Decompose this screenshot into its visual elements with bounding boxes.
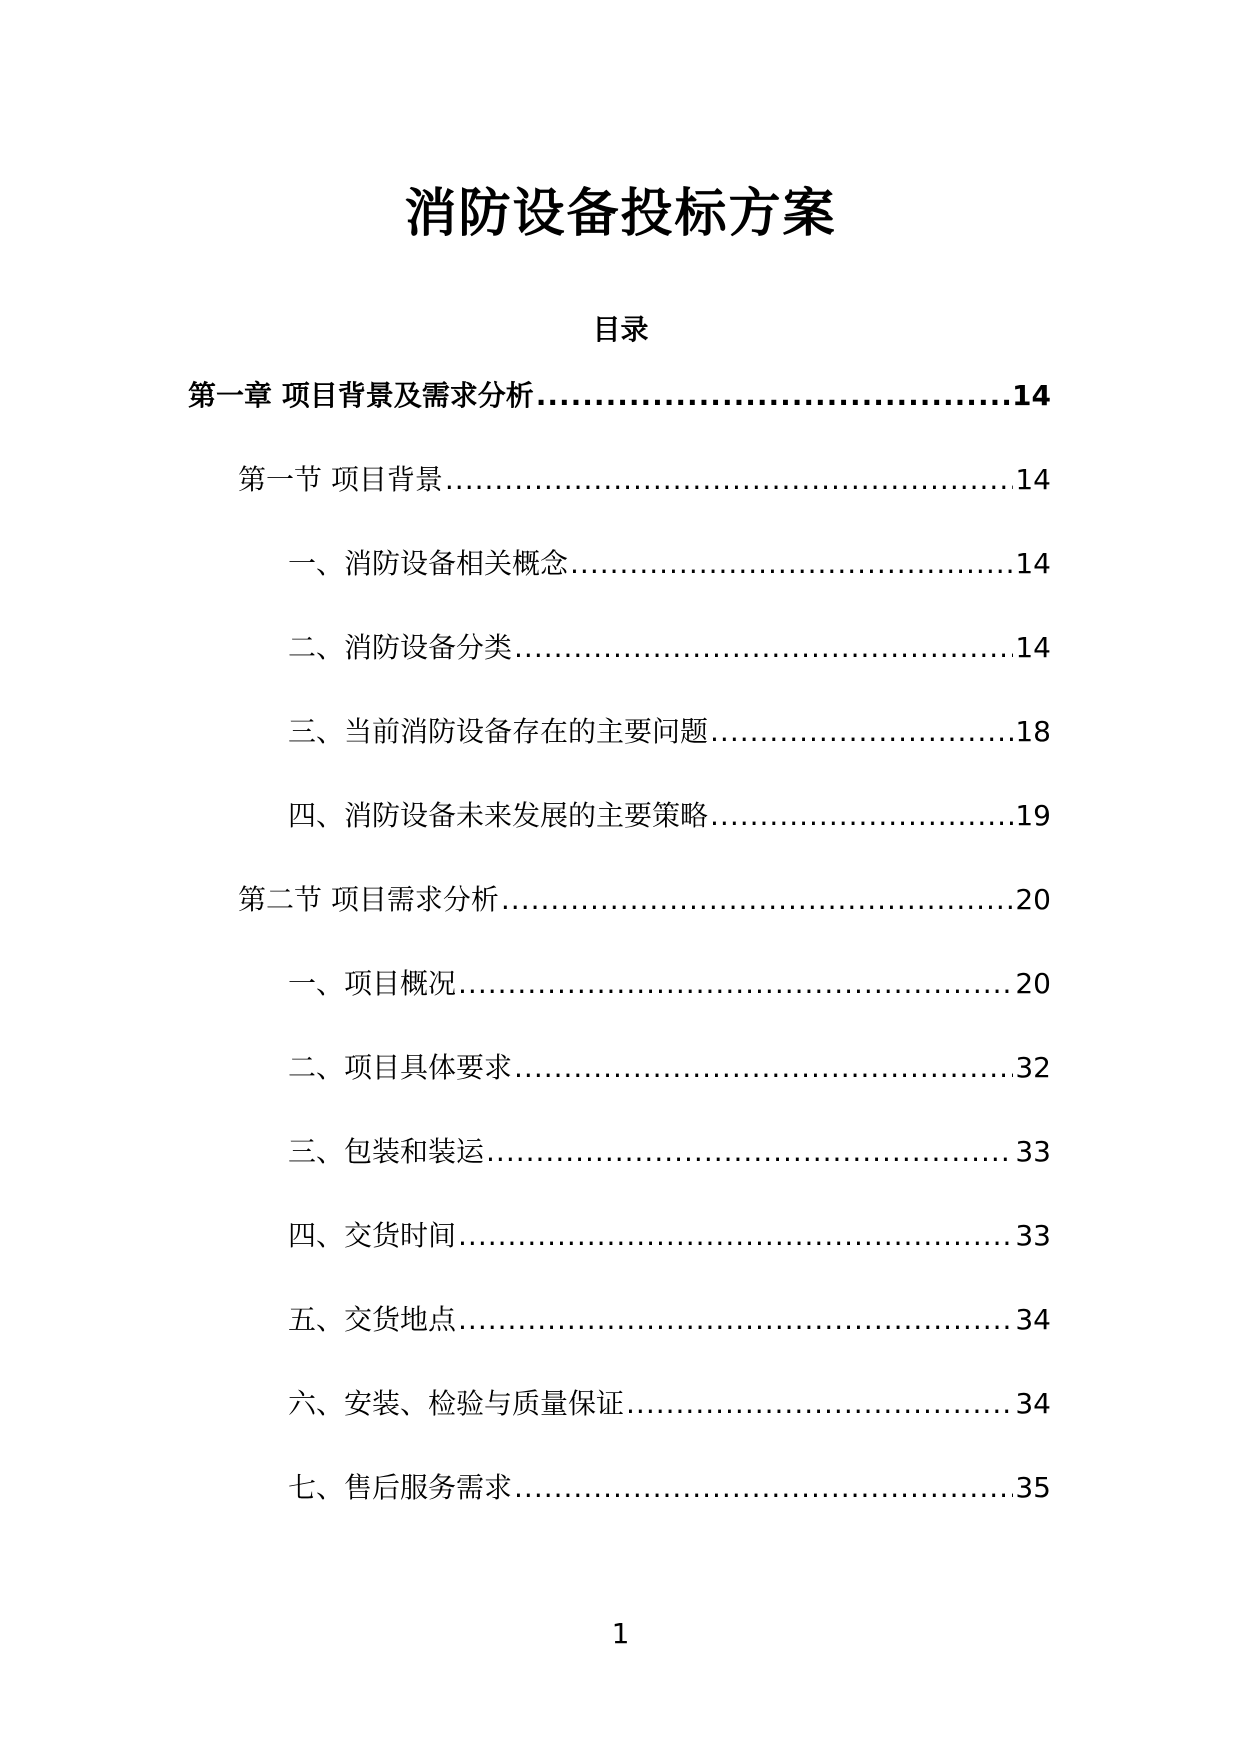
- toc-entry-label: 二、消防设备分类: [288, 631, 513, 664]
- toc-entry-page: 32: [1015, 1051, 1051, 1084]
- toc-entry-page: 14: [1012, 379, 1051, 412]
- toc-entry-page: 33: [1015, 1135, 1051, 1168]
- toc-entry-item[interactable]: [288, 626, 1051, 670]
- toc-entry-label: 三、当前消防设备存在的主要问题: [288, 715, 709, 748]
- toc-entry-label: 一、消防设备相关概念: [288, 547, 569, 580]
- toc-entry-page: 14: [1015, 463, 1051, 496]
- toc-dot-leader: [626, 1382, 1013, 1426]
- toc-entry-item[interactable]: [288, 962, 1051, 1006]
- toc-dot-leader: [514, 626, 1013, 670]
- toc-entry-section-1[interactable]: [238, 458, 1051, 502]
- toc-dot-leader: [710, 710, 1013, 754]
- toc-entry-label: 四、消防设备未来发展的主要策略: [288, 799, 709, 832]
- toc-dot-leader: [486, 1130, 1013, 1174]
- toc-entry-item[interactable]: [288, 794, 1051, 838]
- toc-entry-page: 14: [1015, 631, 1051, 664]
- toc-entry-item[interactable]: [288, 710, 1051, 754]
- toc-entry-item[interactable]: [288, 1046, 1051, 1090]
- toc-entry-chapter-1[interactable]: [188, 374, 1051, 418]
- toc-entry-page: 18: [1015, 715, 1051, 748]
- toc-entry-page: 19: [1015, 799, 1051, 832]
- toc-dot-leader: [514, 1466, 1013, 1510]
- toc-entry-label: 第二节 项目需求分析: [238, 883, 499, 916]
- toc-entry-label: 第一章 项目背景及需求分析: [188, 379, 534, 412]
- toc-entry-page: 33: [1015, 1219, 1051, 1252]
- page-number: 1: [611, 1617, 630, 1650]
- toc-dot-leader: [458, 1298, 1013, 1342]
- toc-dot-leader: [514, 1046, 1013, 1090]
- toc-entry-item[interactable]: [288, 1130, 1051, 1174]
- toc-entry-label: 三、包装和装运: [288, 1135, 485, 1168]
- toc-entry-page: 20: [1015, 883, 1051, 916]
- toc-entry-item[interactable]: [288, 1382, 1051, 1426]
- toc-entry-item[interactable]: [288, 1214, 1051, 1258]
- toc-entry-label: 五、交货地点: [288, 1303, 457, 1336]
- toc-entry-label: 一、项目概况: [288, 967, 457, 1000]
- toc-dot-leader: [458, 1214, 1013, 1258]
- toc-dot-leader: [445, 458, 1013, 502]
- document-title: 消防设备投标方案: [404, 184, 837, 244]
- toc-entry-page: 14: [1015, 547, 1051, 580]
- toc-entry-item[interactable]: [288, 542, 1051, 586]
- toc-entry-page: 20: [1015, 967, 1051, 1000]
- toc-heading: 目录: [592, 313, 649, 346]
- toc-dot-leader: [570, 542, 1013, 586]
- toc-entry-section-2[interactable]: [238, 878, 1051, 922]
- toc-dot-leader: [710, 794, 1013, 838]
- toc-entry-page: 35: [1015, 1471, 1051, 1504]
- toc-entry-label: 六、安装、检验与质量保证: [288, 1387, 625, 1420]
- toc-entry-item[interactable]: [288, 1466, 1051, 1510]
- toc-entry-label: 二、项目具体要求: [288, 1051, 513, 1084]
- toc-entry-label: 四、交货时间: [288, 1219, 457, 1252]
- toc-entry-label: 七、售后服务需求: [288, 1471, 513, 1504]
- toc-dot-leader: [458, 962, 1013, 1006]
- toc-dot-leader: [536, 374, 1010, 418]
- toc-entry-label: 第一节 项目背景: [238, 463, 443, 496]
- toc-entry-page: 34: [1015, 1387, 1051, 1420]
- toc-entry-item[interactable]: [288, 1298, 1051, 1342]
- toc-entry-page: 34: [1015, 1303, 1051, 1336]
- toc-dot-leader: [501, 878, 1013, 922]
